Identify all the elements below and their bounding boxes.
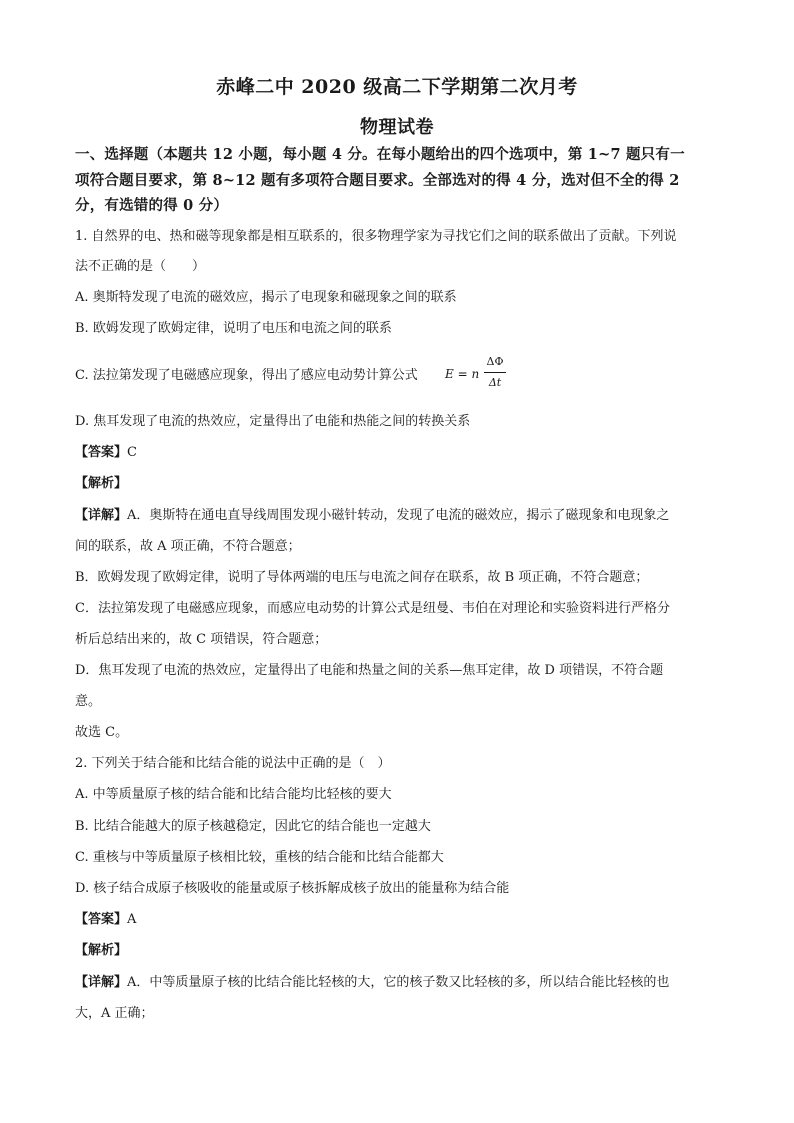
q1-option-b: B. 欧姆发现了欧姆定律，说明了电压和电流之间的联系 <box>75 321 392 336</box>
q1-option-d: D. 焦耳发现了电流的热效应，定量得出了电能和热能之间的转换关系 <box>75 414 471 429</box>
q1-formula-lhs: E = n <box>445 367 480 381</box>
q2-answer-tag: 【答案】 <box>75 912 128 927</box>
q1-stem-line-1: 1. 自然界的电、热和磁等现象都是相互联系的，很多物理学家为寻找它们之间的联系做出了贡献。下列说 <box>75 229 677 244</box>
q2-detail-a-line-2: 大，A 正确； <box>75 1006 154 1021</box>
q1-detail-a-text: A．奥斯特在通电直导线周围发现小磁针转动，发现了电流的磁效应，揭示了磁现象和电现象之 <box>127 508 670 523</box>
q1-detail-d-line-2: 意。 <box>75 694 102 709</box>
q1-formula-denominator: Δt <box>488 376 502 389</box>
q1-formula-fraction-bar <box>484 372 506 373</box>
q1-detail-a-line-2: 间的联系，故 A 项正确，不符合题意； <box>75 539 301 554</box>
q1-detail-c-line-2: 析后总结出来的，故 C 项错误，符合题意； <box>75 632 328 647</box>
q2-answer-row <box>75 911 725 929</box>
q2-detail-a-line-1 <box>75 974 725 992</box>
q2-analysis-tag: 【解析】 <box>75 943 128 958</box>
q1-stem-line-2: 法不正确的是（ ） <box>75 259 206 274</box>
q2-option-c: C. 重核与中等质量原子核相比较，重核的结合能和比结合能都大 <box>75 850 444 865</box>
exam-title: 赤峰二中 2020 级高二下学期第二次月考 <box>216 76 578 98</box>
q1-detail-b: B．欧姆发现了欧姆定律，说明了导体两端的电压与电流之间存在联系，故 B 项正确，不符合题意； <box>75 570 649 585</box>
q2-detail-tag: 【详解】 <box>75 975 128 990</box>
q1-detail-d-line-1: D．焦耳发现了电流的热效应，定量得出了电能和热量之间的关系—焦耳定律，故 D 项错误，不符合题 <box>75 663 664 678</box>
exam-subtitle: 物理试卷 <box>360 117 434 138</box>
q1-formula-numerator: ΔΦ <box>486 355 504 368</box>
q1-conclusion: 故选 C。 <box>75 725 129 740</box>
q1-detail-a-line-1 <box>75 507 725 525</box>
q1-answer: C <box>127 445 137 460</box>
q1-option-a: A. 奥斯特发现了电流的磁效应，揭示了电现象和磁现象之间的联系 <box>75 290 457 305</box>
q1-answer-tag: 【答案】 <box>75 445 128 460</box>
section-instructions-line-3: 分，有选错的得 0 分） <box>75 197 229 214</box>
q2-detail-a-text: A．中等质量原子核的比结合能比轻核的大，它的核子数又比轻核的多，所以结合能比轻核的也 <box>127 975 670 990</box>
q1-option-c: C. 法拉第发现了电磁感应现象，得出了感应电动势计算公式 <box>75 368 418 383</box>
q1-detail-c-line-1: C．法拉第发现了电磁感应现象，而感应电动势的计算公式是纽曼、韦伯在对理论和实验资料进行严格分 <box>75 601 670 616</box>
q1-analysis-tag: 【解析】 <box>75 476 128 491</box>
section-instructions-line-2: 项符合题目要求，第 8~12 题有多项符合题目要求。全部选对的得 4 分，选对但不全的得 2 <box>75 172 680 189</box>
q2-stem: 2. 下列关于结合能和比结合能的说法中正确的是（ ） <box>75 756 391 771</box>
q1-detail-tag: 【详解】 <box>75 508 128 523</box>
q2-option-b: B. 比结合能越大的原子核越稳定，因此它的结合能也一定越大 <box>75 819 431 834</box>
q2-option-a: A. 中等质量原子核的结合能和比结合能均比轻核的要大 <box>75 787 392 802</box>
q1-answer-row <box>75 444 725 462</box>
q2-option-d: D. 核子结合成原子核吸收的能量或原子核拆解成核子放出的能量称为结合能 <box>75 881 510 896</box>
section-instructions-line-1: 一、选择题（本题共 12 小题，每小题 4 分。在每小题给出的四个选项中，第 1~7 题只有一 <box>75 146 685 163</box>
q2-answer: A <box>127 912 137 927</box>
